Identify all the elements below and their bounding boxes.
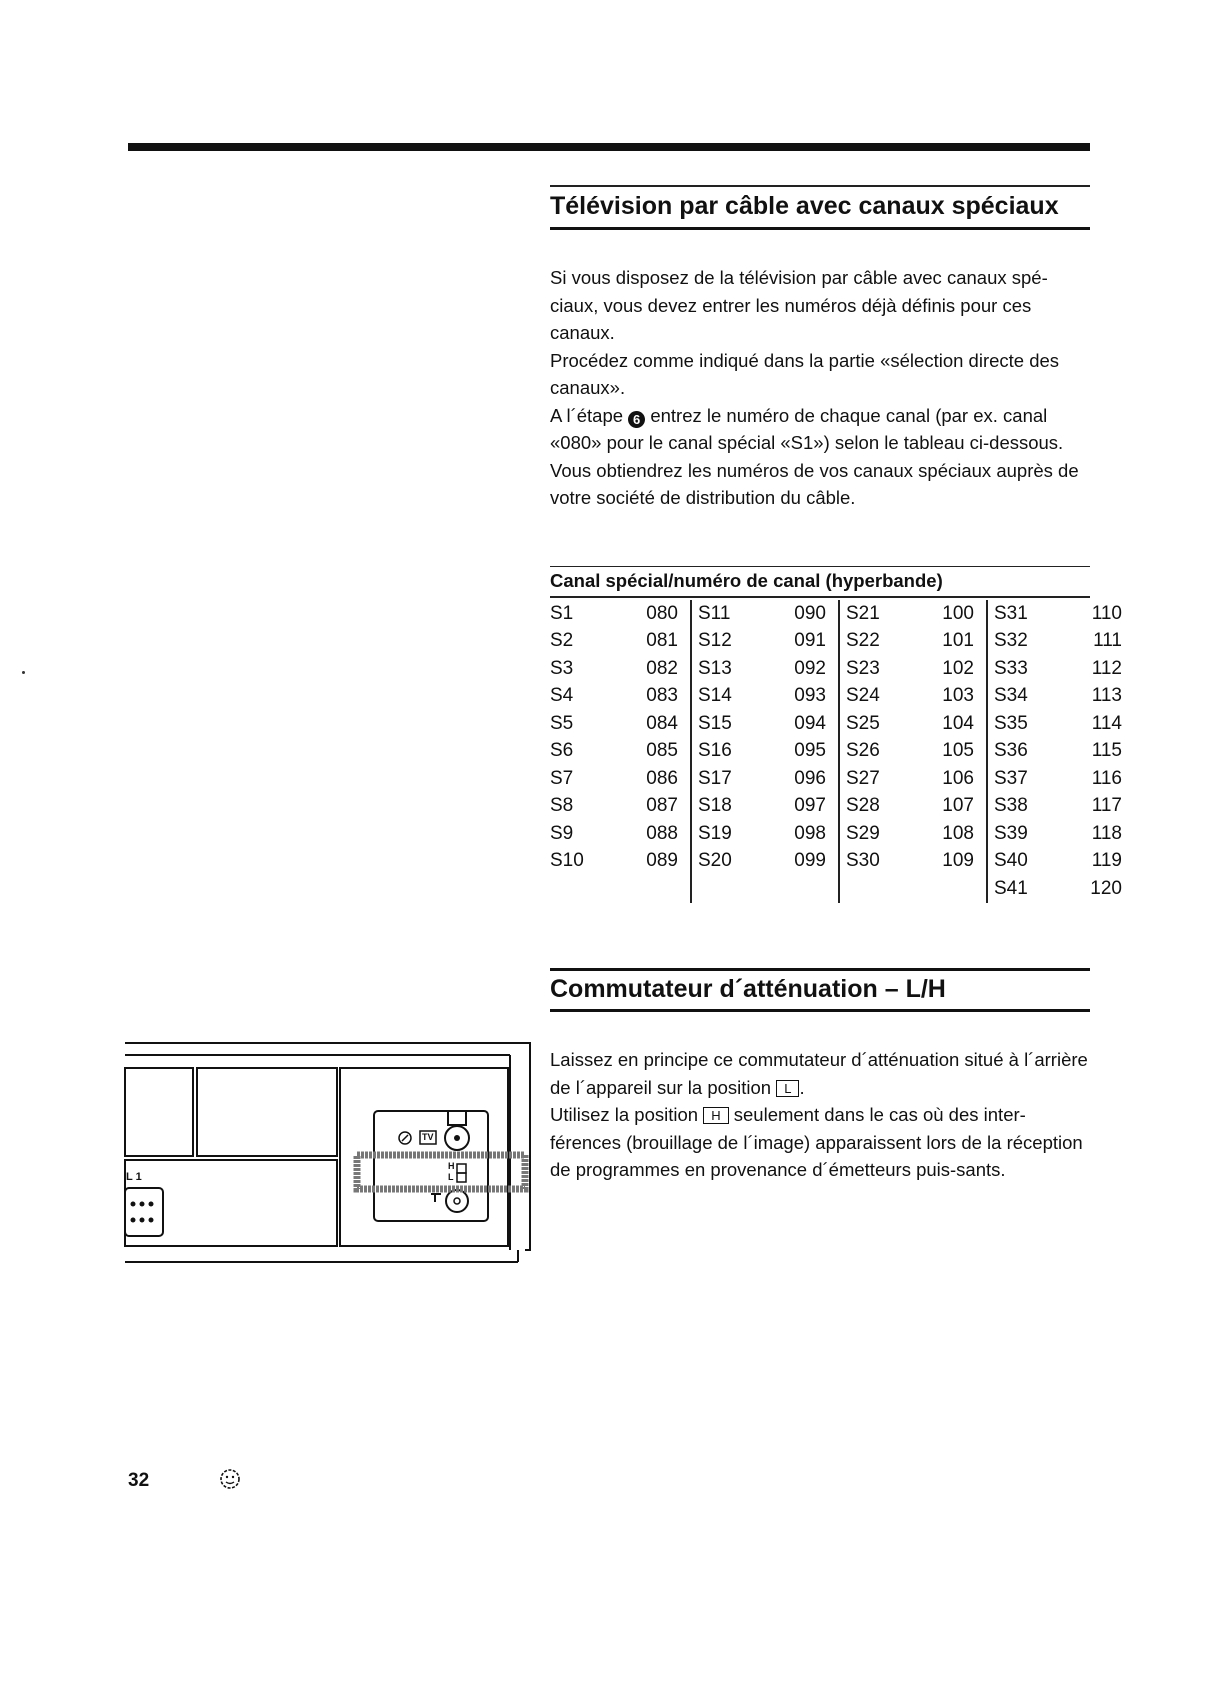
special-channel-cell: S2 [550, 630, 574, 652]
channel-number-cell: 095 [794, 740, 826, 762]
special-channel-cell: S27 [839, 765, 906, 793]
table-row [550, 655, 1134, 683]
special-channel-cell: S10 [550, 850, 584, 872]
special-channel-cell: S1 [550, 602, 574, 624]
channel-number-cell: 098 [794, 822, 826, 844]
paragraph: Si vous disposez de la télévision par câble avec canaux spé-ciaux, vous devez entrer les numéros déjà définis pour ces canaux. [550, 267, 1048, 343]
table-header: Canal spécial/numéro de canal (hyperbande) [550, 570, 943, 591]
text: seulement dans le cas où des inter-férences (brouillage de l´image) apparaissent lors de la réception de programmes en provenance d´émetteurs puis-sants. [550, 1104, 1083, 1180]
channel-number-cell: 089 [646, 850, 678, 872]
channel-number-cell: 093 [794, 685, 826, 707]
special-channel-cell: S18 [691, 793, 758, 821]
channel-number-cell: 109 [942, 850, 974, 872]
table-row [550, 820, 1134, 848]
special-channel-cell: S34 [987, 683, 1054, 711]
channel-number-cell [906, 875, 987, 903]
special-channel-cell: S13 [691, 655, 758, 683]
special-channel-cell: S9 [550, 822, 574, 844]
special-channel-cell: S38 [987, 793, 1054, 821]
channel-number-cell [758, 875, 839, 903]
special-channel-cell: S28 [839, 793, 906, 821]
position-h-symbol: H [703, 1107, 728, 1124]
title-rule-bottom [550, 227, 1090, 230]
stray-dot [22, 671, 25, 674]
language-face-icon [218, 1466, 242, 1490]
title-rule-top [550, 185, 1090, 187]
paragraph: Procédez comme indiqué dans la partie «sélection directe des canaux». [550, 349, 1060, 398]
top-bar [128, 143, 1090, 151]
channel-number-cell: 107 [942, 795, 974, 817]
scart-label: L 1 [126, 1171, 142, 1183]
switch-l-label: L [448, 1172, 454, 1182]
special-channel-cell: S6 [550, 740, 574, 762]
title-rule-bottom [550, 1009, 1090, 1012]
special-channel-cell: S26 [839, 738, 906, 766]
special-channel-cell: S14 [691, 683, 758, 711]
channel-number-cell: 090 [794, 602, 826, 624]
special-channel-cell: S17 [691, 765, 758, 793]
channel-number-cell: 104 [942, 712, 974, 734]
channel-number-cell: 083 [646, 685, 678, 707]
table-rule-top [550, 566, 1090, 567]
channel-number-cell: 088 [646, 822, 678, 844]
channel-number-cell: 114 [1091, 712, 1122, 734]
special-channel-cell: S5 [550, 712, 574, 734]
paragraph: Vous obtiendrez les numéros de vos canaux spéciaux auprès de votre société de distribution du câble. [550, 459, 1079, 508]
special-channel-cell: S15 [691, 710, 758, 738]
channel-table [550, 600, 1134, 903]
channel-number-cell: 101 [942, 630, 974, 652]
channel-number-cell: 094 [794, 712, 826, 734]
channel-number-cell: 117 [1091, 795, 1122, 817]
special-channel-cell: S3 [550, 657, 574, 679]
channel-number-cell: 080 [646, 602, 678, 624]
channel-number-cell: 099 [794, 850, 826, 872]
special-channel-cell: S8 [550, 795, 574, 817]
channel-number-cell: 108 [942, 822, 974, 844]
channel-number-cell: 112 [1091, 657, 1122, 679]
channel-number-cell: 102 [942, 657, 974, 679]
step-text: entrez le numéro de chaque canal (par ex. canal «080» pour le canal spécial «S1») selon le tableau ci-dessous. [550, 404, 1064, 453]
special-channel-cell: S30 [839, 848, 906, 876]
paragraph [550, 1046, 1090, 1101]
special-channel-cell: S32 [987, 628, 1054, 656]
special-channel-cell: S19 [691, 820, 758, 848]
channel-number-cell: 091 [794, 630, 826, 652]
special-channel-cell: S25 [839, 710, 906, 738]
text: Utilisez la position [550, 1104, 699, 1125]
page-number: 32 [128, 1470, 150, 1491]
switch-h-label: H [448, 1161, 455, 1171]
channel-number-cell: 116 [1091, 767, 1122, 789]
vcr-rear-illustration [120, 1038, 540, 1268]
channel-number-cell: 085 [646, 740, 678, 762]
channel-number-cell: 082 [646, 657, 678, 679]
channel-number-cell: 119 [1091, 850, 1122, 872]
channel-number-cell [610, 875, 691, 903]
special-channel-cell: S22 [839, 628, 906, 656]
channel-number-cell: 111 [1093, 630, 1122, 652]
special-channel-cell: S12 [691, 628, 758, 656]
special-channel-cell [691, 875, 758, 903]
special-channel-cell: S21 [839, 600, 906, 628]
channel-number-cell: 115 [1091, 740, 1122, 762]
channel-number-cell: 100 [942, 602, 974, 624]
title-rule-top [550, 968, 1090, 971]
special-channel-cell: S35 [987, 710, 1054, 738]
special-channel-cell [550, 875, 610, 903]
special-channel-cell: S11 [691, 600, 758, 628]
special-channel-cell: S24 [839, 683, 906, 711]
step-prefix: A l´étape [550, 404, 624, 426]
special-channel-cell: S7 [550, 767, 574, 789]
table-row [550, 628, 1134, 656]
special-channel-cell: S31 [987, 600, 1054, 628]
table-row [550, 710, 1134, 738]
special-channel-cell: S23 [839, 655, 906, 683]
special-channel-cell: S4 [550, 685, 574, 707]
channel-number-cell: 097 [794, 795, 826, 817]
table-header-rule [550, 596, 1090, 598]
section-title-cable: Télévision par câble avec canaux spéciaux [550, 192, 1059, 220]
channel-number-cell: 086 [646, 767, 678, 789]
channel-number-cell: 084 [646, 712, 678, 734]
text: Laissez en principe ce commutateur d´atténuation situé à l´arrière de l´appareil sur la position [550, 1049, 1088, 1098]
channel-number-cell: 106 [942, 767, 974, 789]
channel-number-cell: 081 [646, 630, 678, 652]
paragraph [550, 1101, 1090, 1184]
position-l-symbol: L [776, 1080, 799, 1097]
special-channel-cell: S40 [987, 848, 1054, 876]
table-row [550, 875, 1134, 903]
special-channel-cell [839, 875, 906, 903]
table-row [550, 765, 1134, 793]
table-row [550, 738, 1134, 766]
table-row [550, 600, 1134, 628]
channel-number-cell: 096 [794, 767, 826, 789]
special-channel-cell: S36 [987, 738, 1054, 766]
text: . [799, 1076, 805, 1098]
special-channel-cell: S41 [987, 875, 1054, 903]
table-row [550, 848, 1134, 876]
special-channel-cell: S33 [987, 655, 1054, 683]
cable-intro-text [550, 264, 1090, 512]
channel-number-cell: 105 [942, 740, 974, 762]
table-row [550, 683, 1134, 711]
tv-label: TV [422, 1132, 434, 1142]
special-channel-cell: S29 [839, 820, 906, 848]
paragraph [550, 402, 1090, 457]
channel-number-cell: 103 [942, 685, 974, 707]
special-channel-cell: S39 [987, 820, 1054, 848]
special-channel-cell: S16 [691, 738, 758, 766]
special-channel-cell: S37 [987, 765, 1054, 793]
channel-number-cell: 092 [794, 657, 826, 679]
attenuation-text [550, 1046, 1090, 1184]
channel-number-cell: 118 [1091, 822, 1122, 844]
special-channel-cell: S20 [691, 848, 758, 876]
channel-number-cell: 087 [646, 795, 678, 817]
table-row [550, 793, 1134, 821]
channel-number-cell: 113 [1091, 685, 1122, 707]
channel-number-cell: 110 [1091, 602, 1122, 624]
step-number-icon: 6 [628, 411, 645, 428]
section-title-attenuation: Commutateur d´atténuation – L/H [550, 975, 946, 1003]
channel-number-cell: 120 [1090, 877, 1122, 899]
